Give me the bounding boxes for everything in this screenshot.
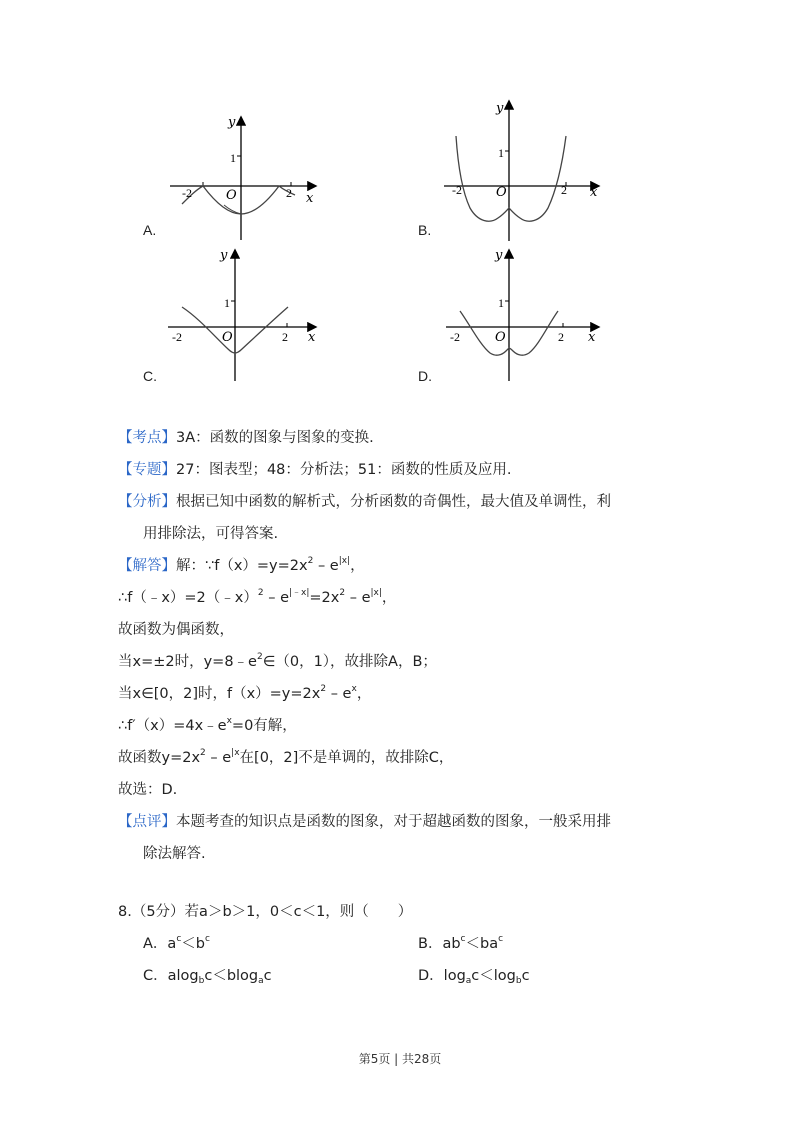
option-c-label: C. [143,368,157,384]
exponent: c [204,934,210,944]
tick-neg-two: -2 [450,330,460,344]
option-text: c [521,968,530,984]
y-axis-label: y [220,248,228,263]
tick-neg-two: -2 [452,183,462,197]
exponent: |x [231,748,240,758]
graph-d [438,245,608,385]
subscript: b [515,976,522,986]
option-label: A． [143,936,168,952]
question-8-stem: 8.（5分）若a＞b＞1，0＜c＜1，则（ ） [118,904,413,920]
graph-a [160,110,330,245]
option-text: alog [167,968,199,984]
q8-option-c[interactable] [143,966,272,986]
fenxi-tag: 【分析】 [118,494,176,510]
solution-line-7 [118,748,453,768]
solution-line-4 [118,652,437,672]
solution-text: 当x=±2时，y=8﹣e [118,654,257,670]
solution-text: – e [313,558,339,574]
tick-one: 1 [498,296,504,310]
solution-text: ∴f（﹣x）=2（﹣x） [118,590,258,606]
jieda-tag: 【解答】 [118,558,176,574]
exponent: c [176,934,182,944]
exponent: c [498,934,504,944]
solution-text: =2x [309,590,340,606]
option-text: ＜b [181,936,205,952]
tick-two: 2 [561,183,567,197]
option-b-label: B. [418,222,432,238]
solution-text: 解：∵f（x）=y=2x [176,558,308,574]
tick-one: 1 [230,151,236,165]
exponent: x [351,684,357,694]
solution-text: 故函数y=2x [118,750,201,766]
solution-text: ∴f′（x）=4x﹣e [118,718,227,734]
dianping-line-2: 除法解答. [143,846,206,862]
option-text: ab [442,936,461,952]
solution-text: ， [356,686,372,702]
subscript: a [258,976,264,986]
solution-line-8: 故选：D. [118,782,178,798]
graph-c [160,245,330,385]
kaodian-text: 3A：函数的图象与图象的变换. [176,430,374,446]
fenxi-text: 根据已知中函数的解析式，分析函数的奇偶性，最大值及单调性，利 [176,494,611,510]
zhuanti-text: 27：图表型；48：分析法；51：函数的性质及应用. [176,462,512,478]
option-text: c＜blog [204,968,259,984]
solution-text: =0有解， [231,718,297,734]
solution-text: 在[0，2]不是单调的，故排除C， [239,750,454,766]
exponent: 2 [256,652,263,662]
origin-label: O [222,330,233,345]
solution-line-2 [118,588,396,608]
option-a-label: A. [143,222,157,238]
exponent: 2 [307,556,314,566]
solution-text: – e [205,750,232,766]
option-label: C． [143,968,168,984]
origin-label: O [226,188,237,203]
subscript: b [198,976,205,986]
solution-text: ， [381,590,397,606]
tick-neg-two: -2 [182,186,192,200]
solution-line-3: 故函数为偶函数， [118,622,234,638]
option-text: ＜ba [465,936,499,952]
q8-option-a[interactable] [143,934,210,954]
tick-neg-two: -2 [172,330,182,344]
q8-option-d[interactable] [418,966,530,986]
exponent: 2 [257,588,264,598]
option-text: log [443,968,466,984]
q8-option-b[interactable] [418,934,503,954]
kaodian-line [118,428,374,448]
option-label: B． [418,936,443,952]
zhuanti-tag: 【专题】 [118,462,176,478]
dianping-line [118,812,611,832]
solution-text: – e [263,590,289,606]
jieda-line [118,556,365,576]
exponent: |x| [338,556,351,566]
solution-text: ， [350,558,365,574]
solution-text: ∈（0，1），故排除A，B； [262,654,437,670]
dianping-text: 本题考查的知识点是函数的图象，对于超越函数的图象，一般采用排 [176,814,611,830]
option-text: c＜log [471,968,516,984]
graph-b [438,96,608,246]
exponent: c [460,934,466,944]
x-axis-label: x [306,191,314,206]
y-axis-label: y [496,101,504,116]
x-axis-label: x [590,185,598,200]
fenxi-line [118,492,611,512]
tick-two: 2 [558,330,564,344]
option-d-label: D. [418,368,432,384]
zhuanti-line [118,460,511,480]
exponent: 2 [339,588,346,598]
subscript: a [465,976,472,986]
y-axis-label: y [228,115,236,130]
option-text: a [167,936,177,952]
exponent: 2 [200,748,206,758]
exponent: |x| [370,588,382,598]
origin-label: O [495,330,506,345]
kaodian-tag: 【考点】 [118,430,176,446]
tick-one: 1 [224,296,230,310]
dianping-tag: 【点评】 [118,814,176,830]
solution-text: – e [345,590,371,606]
option-label: D． [418,968,444,984]
tick-two: 2 [286,186,292,200]
tick-one: 1 [498,146,504,160]
page-footer: 第5页 | 共28页 [358,1052,442,1066]
exponent: |﹣x| [289,588,310,598]
solution-text: 当x∈[0，2]时，f（x）=y=2x [118,686,321,702]
solution-text: – e [326,686,352,702]
y-axis-label: y [495,248,503,263]
option-text: c [263,968,272,984]
solution-line-6 [118,716,297,736]
origin-label: O [496,185,507,200]
fenxi-line-2: 用排除法，可得答案. [143,526,279,542]
solution-line-5 [118,684,371,704]
exponent: 2 [320,684,327,694]
tick-two: 2 [282,330,288,344]
exponent: x [226,716,232,726]
x-axis-label: x [308,330,316,345]
x-axis-label: x [588,330,596,345]
